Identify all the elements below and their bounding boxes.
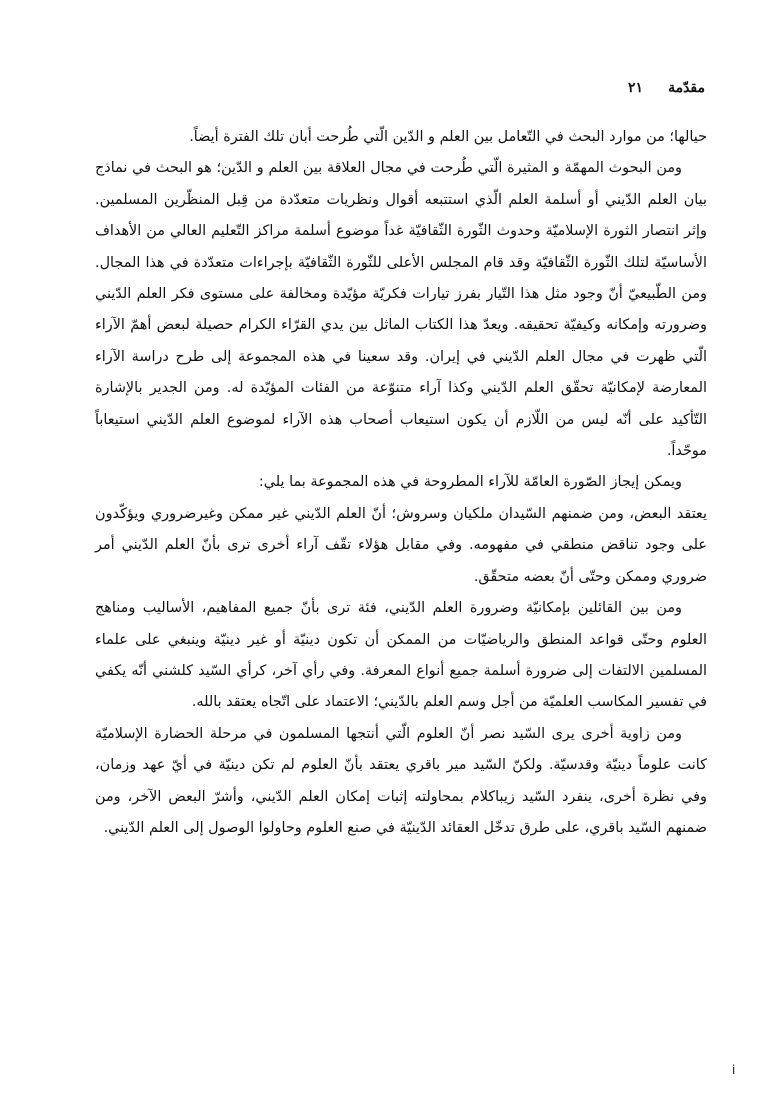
paragraph-4: يعتقد البعض، ومن ضمنهم السّيدان ملكيان وسروش؛ أنّ العلم الدّيني غير ممكن وغيرضروري ويؤكّدون على وجود تناقض منطقي في مفهومه. وفي مقابل هؤلاء تقّف آراء أخرى ترى بأنّ العلم الدّيني أمر ضروري وممكن وحتّى أنّ بعضه متحقّق. — [95, 505, 707, 585]
paragraph-2: ومن البحوث المهمّة و المثيرة الّتي طُرحت في مجال العلاقة بين العلم و الدّين؛ هو البحث في نماذج بيان العلم الدّيني أو أسلمة العلم الّذي استتبعه أقوال ونظريات متعدّدة من قِبل المنظّرين المسلمين. وإثر انتصار الثورة الإسلاميّة وحدوث الثّورة الثّقافيّة غداً موضوع أسلمة مراكز التّعليم العالي من الأهداف الأساسيّة لتلك الثّورة الثّقافيّة وقد قام المجلس الأعلى للثّورة الثّقافيّة بإجراءات متعدّدة في هذا المجال. ومن الطّبيعيّ أنّ وجود مثل هذا التّيار بفرز تيارات فكريّة مؤيّدة ومخالفة على مستوى فكر العلم الدّيني وضرورته وإمكانه وكيفيّة تحقيقه. ويعدّ هذا الكتاب الماثل بين يدي القرّاء الكرام حصيلة لبعض أهمّ الآراء الّتي ظهرت في مجال العلم الدّيني في إيران. وقد سعينا في هذه المجموعة إلى طرح دراسة الآراء المعارضة لإمكانيّة تحقّق العلم الدّيني وكذا آراء متنوّعة من الفئات المؤيّدة له. ومن الجدير بالإشارة التّأكيد على أنّه ليس من اللّازم أن يكون استيعاب أصحاب هذه الآراء لموضوع العلم الدّيني استيعاباً موحّداً. — [95, 160, 707, 460]
paragraph-5: ومن بين القائلين بإمكانيّة وضرورة العلم الدّيني، فئة ترى بأنّ جميع المفاهيم، الأساليب ومناهج العلوم وحتّى قواعد المنطق والرياضيّات من الممكن أن تكون دينيّة أو غير دينيّة وينبغي على علماء المسلمين الالتفات إلى ضرورة أسلمة جميع أنواع المعرفة. وفي رأي آخر، كرأي السّيد كلشني أنّه يكفي في تفسير المكاسب العلميّة من أجل وسم العلم بالدّيني؛ الاعتماد على اتّجاه يعتقد بالله. — [95, 600, 707, 711]
paragraph-1: حيالها؛ من موارد البحث في التّعامل بين العلم و الدّين الّتي طُرحت أبان تلك الفترة أيضاً. — [189, 129, 707, 145]
folio-mark: i — [732, 1063, 736, 1077]
body-text — [95, 122, 707, 844]
chapter-title: مقدّمة — [668, 80, 705, 96]
running-header — [95, 80, 705, 104]
paragraph-3: ويمكن إيجاز الصّورة العامّة للآراء المطروحة في هذه المجموعة بما يلي: — [258, 474, 682, 491]
page-number: ٢١ — [627, 80, 643, 96]
paragraph-6: ومن زاوية أخرى يرى السّيد نصر أنّ العلوم الّتي أنتجها المسلمون في مرحلة الحضارة الإسلاميّة كانت علوماً دينيّة وقدسيّة. ولكنّ السّيد مير باقري يعتقد بأنّ العلوم لم تكن دينيّة في أيّ عهد وزمان، وفي نظرة أخرى، ينفرد السّيد زيباكلام بمحاولته إثبات إمكان العلم الدّيني، وأشرّ البعض الآخر، ومن ضمنهم السّيد باقري، على طرق تدخّل العقائد الدّينيّة في صنع العلوم وحاولوا الوصول إلى العلم الدّيني. — [95, 725, 707, 836]
